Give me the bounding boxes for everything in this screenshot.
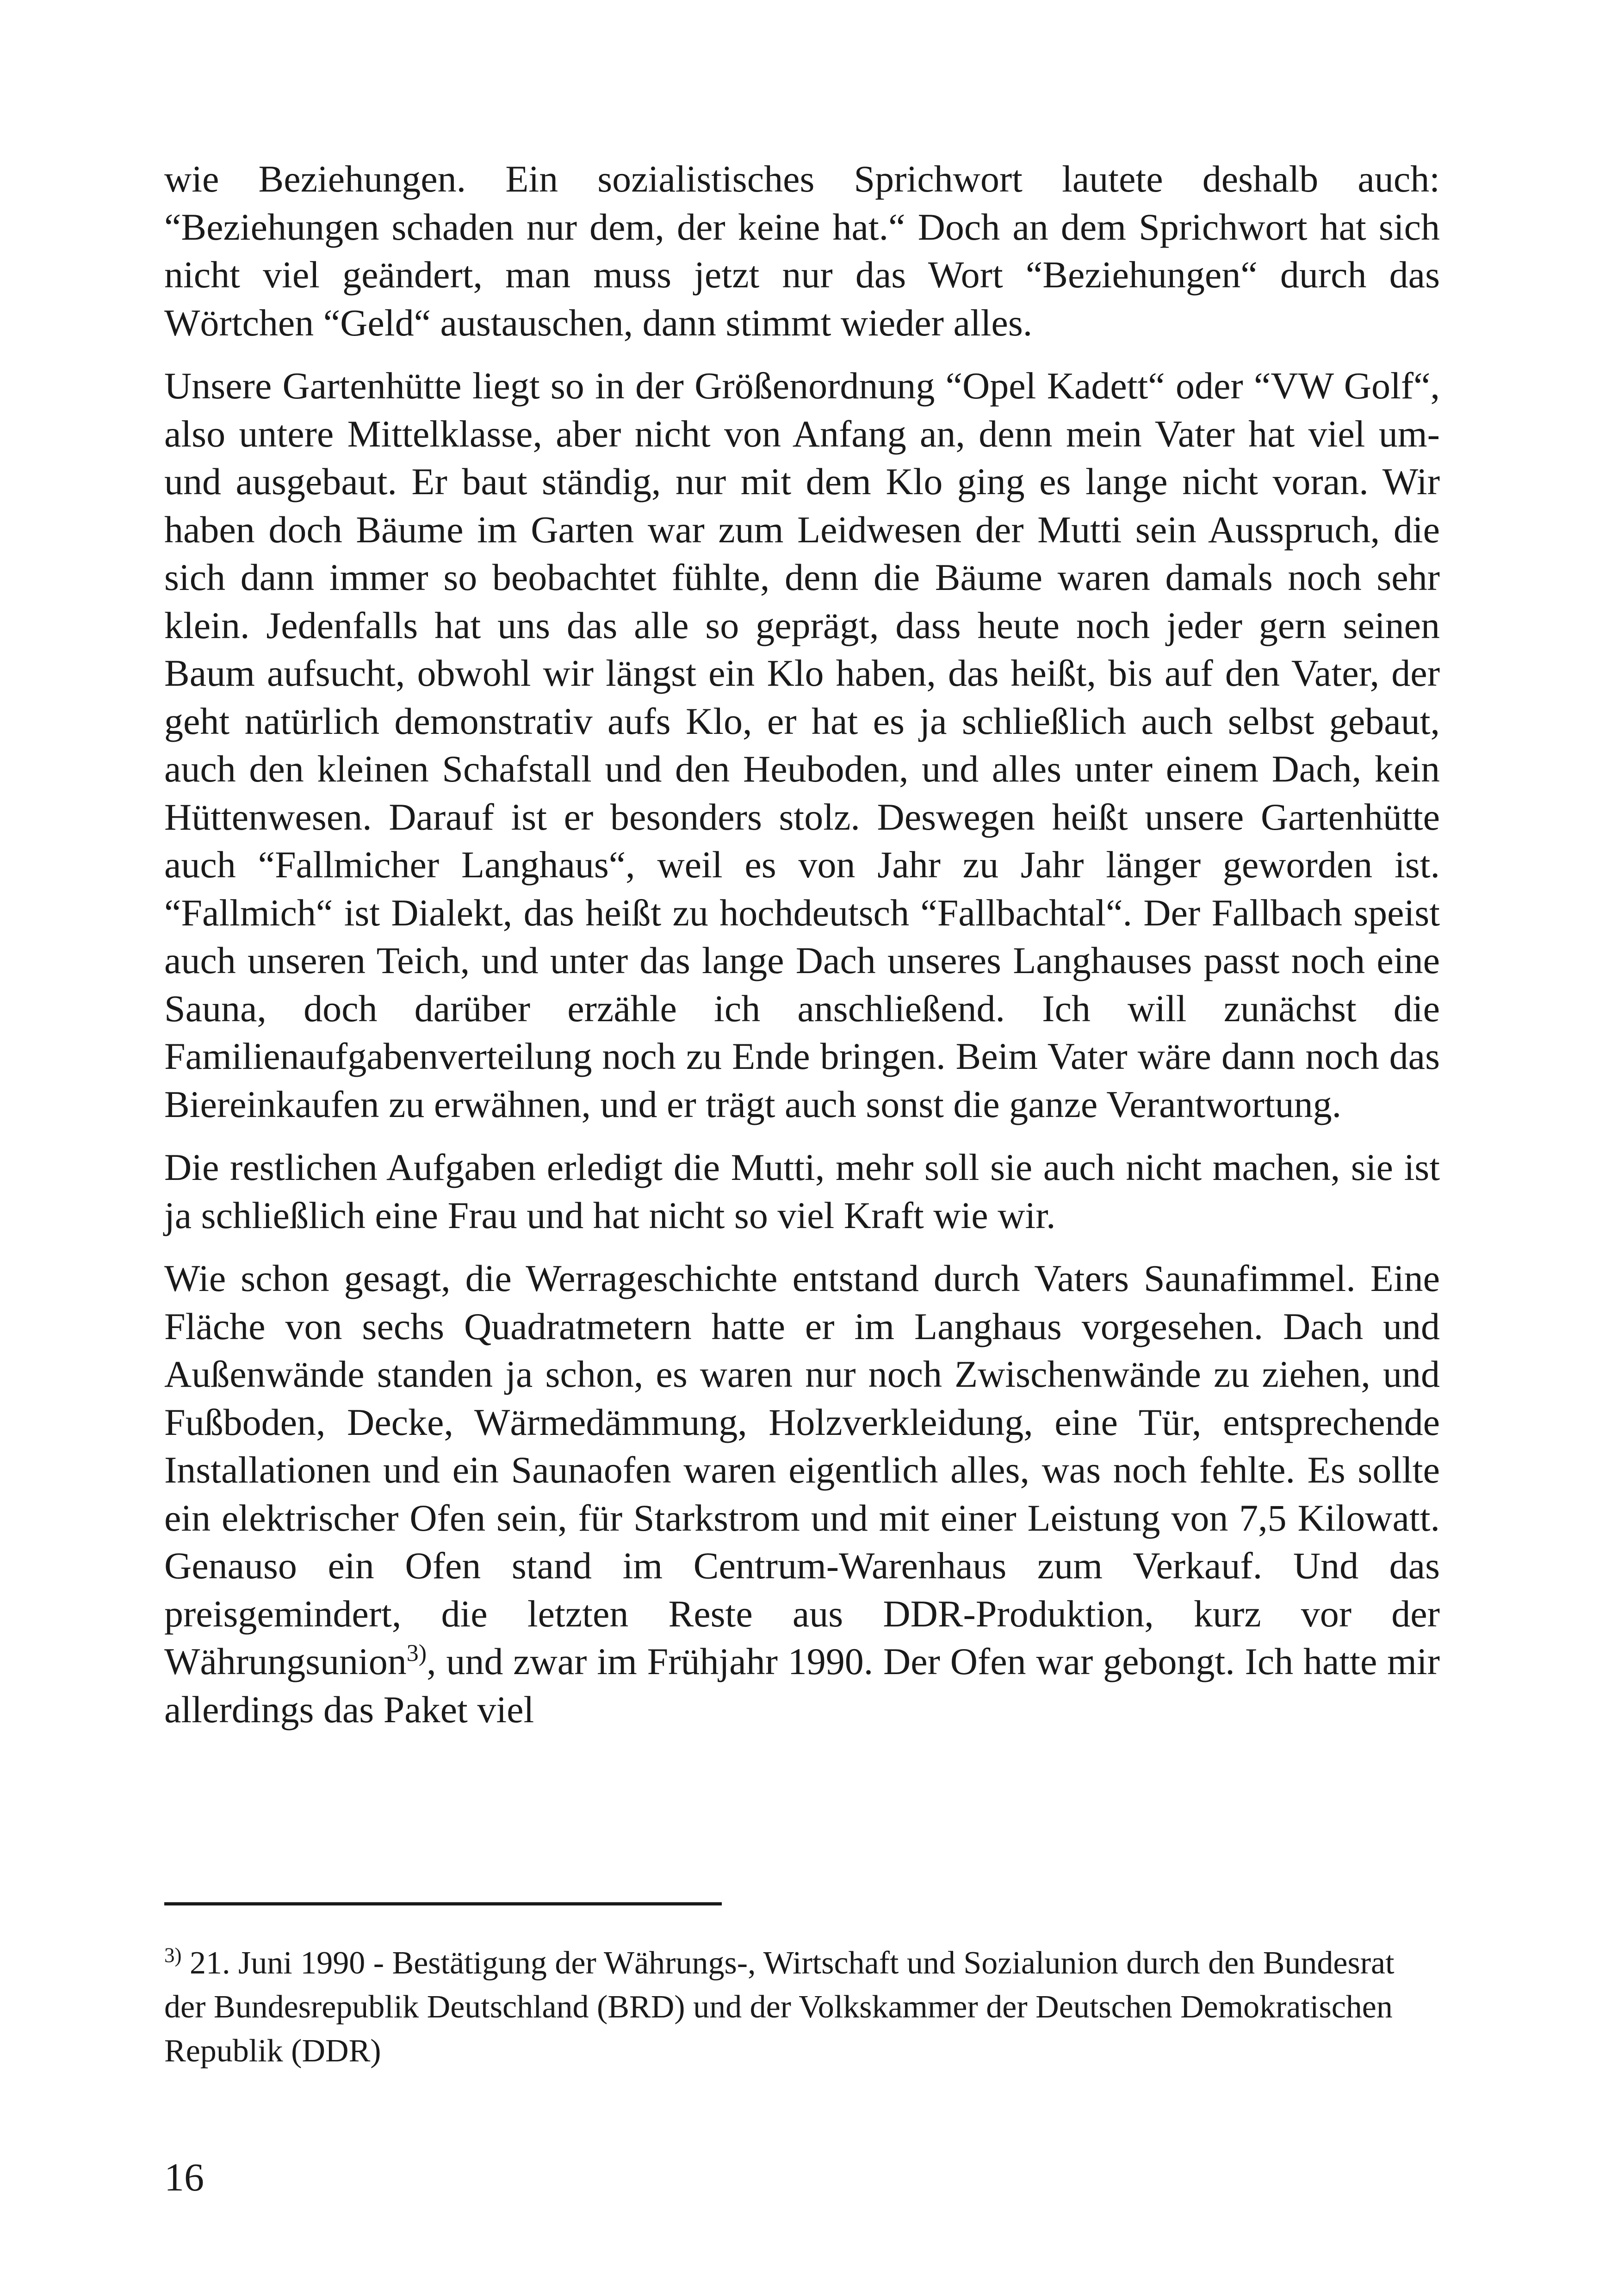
- paragraph-3: Die restlichen Aufgaben erledigt die Mutti, mehr soll sie auch nicht machen, sie ist ja schließlich eine Frau und hat nicht so viel Kraft wie wir.: [164, 1146, 1440, 1236]
- paragraph-1: wie Beziehungen. Ein sozialistisches Sprichwort lautete deshalb auch: “Beziehungen schaden nur dem, der keine hat.“ Doch an dem Sprichwort hat sich nicht viel geändert, man muss jetzt nur das Wort “Beziehungen“ durch das Wörtchen “Geld“ austauschen, dann stimmt wieder alles.: [164, 158, 1440, 344]
- footnote-divider: [164, 1902, 722, 1905]
- footnote-reference: 3): [406, 1640, 427, 1667]
- paragraph-4: [164, 1254, 1440, 1733]
- paragraph-4-text-before-ref: Wie schon gesagt, die Werrageschichte entstand durch Vaters Saunafimmel. Eine Fläche von sechs Quadratmetern hatte er im Langhaus vorgesehen. Dach und Außenwände standen ja schon, es waren nur noch Zwischenwände zu ziehen, und Fußboden, Decke, Wärmedämmung, Holzverkleidung, eine Tür, entsprechende Installationen und ein Saunaofen waren eigentlich alles, was noch fehlte. Es sollte ein elektrischer Ofen sein, für Starkstrom und mit einer Leistung von 7,5 Kilowatt. Genauso ein Ofen stand im Centrum-Warenhaus zum Verkauf. Und das preisgemindert, die letzten Reste aus DDR-Produktion, kurz vor der Währungsunion: [164, 1257, 1440, 1682]
- page-number: 16: [164, 2155, 204, 2199]
- paragraph-2: Unsere Gartenhütte liegt so in der Größenordnung “Opel Kadett“ oder “VW Golf“, also untere Mittelklasse, aber nicht von Anfang an, denn mein Vater hat viel um- und ausgebaut. Er baut ständig, nur mit dem Klo ging es lange nicht voran. Wir haben doch Bäume im Garten war zum Leidwesen der Mutti sein Ausspruch, die sich dann immer so beobachtet fühlte, denn die Bäume waren damals noch sehr klein. Jedenfalls hat uns das alle so geprägt, dass heute noch jeder gern seinen Baum aufsucht, obwohl wir längst ein Klo haben, das heißt, bis auf den Vater, der geht natürlich demonstrativ aufs Klo, er hat es ja schließlich auch selbst gebaut, auch den kleinen Schafstall und den Heuboden, und alles unter einem Dach, kein Hüttenwesen. Darauf ist er besonders stolz. Deswegen heißt unsere Gartenhütte auch “Fallmicher Langhaus“, weil es von Jahr zu Jahr länger geworden ist. “Fallmich“ ist Dialekt, das heißt zu hochdeutsch “Fallbachtal“. Der Fallbach speist auch unseren Teich, und unter das lange Dach unseres Langhauses passt noch eine Sauna, doch darüber erzähle ich anschließend. Ich will zunächst die Familienaufgabenverteilung noch zu Ende bringen. Beim Vater wäre dann noch das Biereinkaufen zu erwähnen, und er trägt auch sonst die ganze Verantwortung.: [164, 365, 1440, 1125]
- footnote: [164, 1941, 1440, 2073]
- footnote-text: 21. Juni 1990 - Bestätigung der Währungs-, Wirtschaft und Sozialunion durch den Bundesrat der Bundesrepublik Deutschland (BRD) und der Volkskammer der Deutschen Demokratischen Republik (DDR): [164, 1945, 1395, 2069]
- footnote-marker: 3): [164, 1943, 182, 1967]
- paragraph-4-text-after-ref: , und zwar im Frühjahr 1990. Der Ofen war gebongt. Ich hatte mir allerdings das Paket viel: [164, 1640, 1440, 1731]
- body-text: [164, 155, 1440, 1733]
